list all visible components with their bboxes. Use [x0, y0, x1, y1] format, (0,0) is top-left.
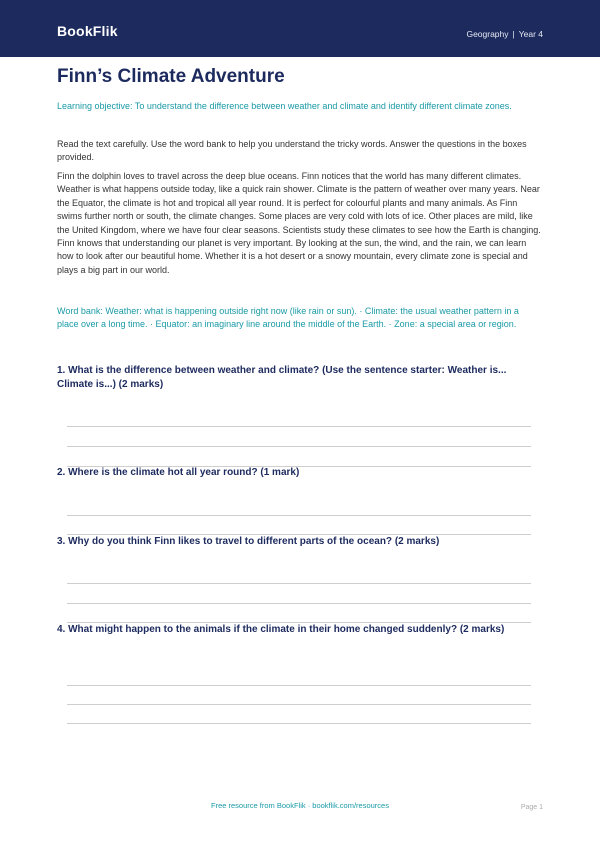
instructions-text: Read the text carefully. Use the word bank to help you understand the tricky words. Answer the questions in the boxes provided.	[57, 139, 527, 162]
question-2: 2. Where is the climate hot all year round? (1 mark)	[57, 467, 300, 478]
subject-year-meta	[466, 29, 543, 39]
worksheet-title: Finn’s Climate Adventure	[57, 66, 285, 87]
question-3: 3. Why do you think Finn likes to travel to different parts of the ocean? (2 marks)	[57, 536, 440, 547]
question-1: 1. What is the difference between weather and climate? (Use the sentence starter: Weather is... Climate is...) (2 marks)	[57, 365, 507, 390]
answer-line[interactable]	[67, 603, 531, 604]
subject-label: Geography	[466, 29, 509, 39]
answer-line[interactable]	[67, 704, 531, 705]
answer-line[interactable]	[67, 515, 531, 516]
word-bank: Word bank: Weather: what is happening outside right now (like rain or sun). · Climate: the usual weather pattern in a place over a long time. · Equator: an imaginary line around the middle of the Earth. · Zone: a special area or region.	[57, 306, 519, 330]
question-4: 4. What might happen to the animals if the climate in their home changed suddenly? (2 marks)	[57, 624, 505, 635]
brand-logo-text: BookFlik	[57, 23, 118, 39]
meta-separator: |	[512, 29, 515, 39]
header-bar	[0, 0, 600, 57]
page-number: Page 1	[520, 804, 543, 811]
year-label: Year 4	[518, 29, 543, 39]
answer-line[interactable]	[67, 685, 531, 686]
answer-line[interactable]	[67, 446, 531, 447]
answer-line[interactable]	[67, 723, 531, 724]
story-passage: Finn the dolphin loves to travel across the deep blue oceans. Finn notices that the world has many different climates. Weather is what happens outside today, like a quick rain shower. Climate is the pattern of weather over many years. Near the Equator, the climate is hot and tropical all year round. It is perfect for colourful plants and many animals. As Finn swims further north or south, the climate changes. Some places are very cold with lots of ice. Other places are mild, like the United Kingdom, where we have four clear seasons. Scientists study these climates to see how the Earth is changing. Finn knows that understanding our planet is very important. By looking at the sun, the wind, and the rain, we can learn how to look after our beautiful home. Whether it is a hot desert or a snowy mountain, every climate zone is special and plays a big part in our world.	[57, 171, 541, 275]
footer-resource-link[interactable]: Free resource from BookFlik · bookflik.com/resources	[211, 801, 389, 810]
answer-line[interactable]	[67, 583, 531, 584]
answer-line[interactable]	[67, 426, 531, 427]
learning-objective: Learning objective: To understand the difference between weather and climate and identify different climate zones.	[57, 101, 512, 111]
